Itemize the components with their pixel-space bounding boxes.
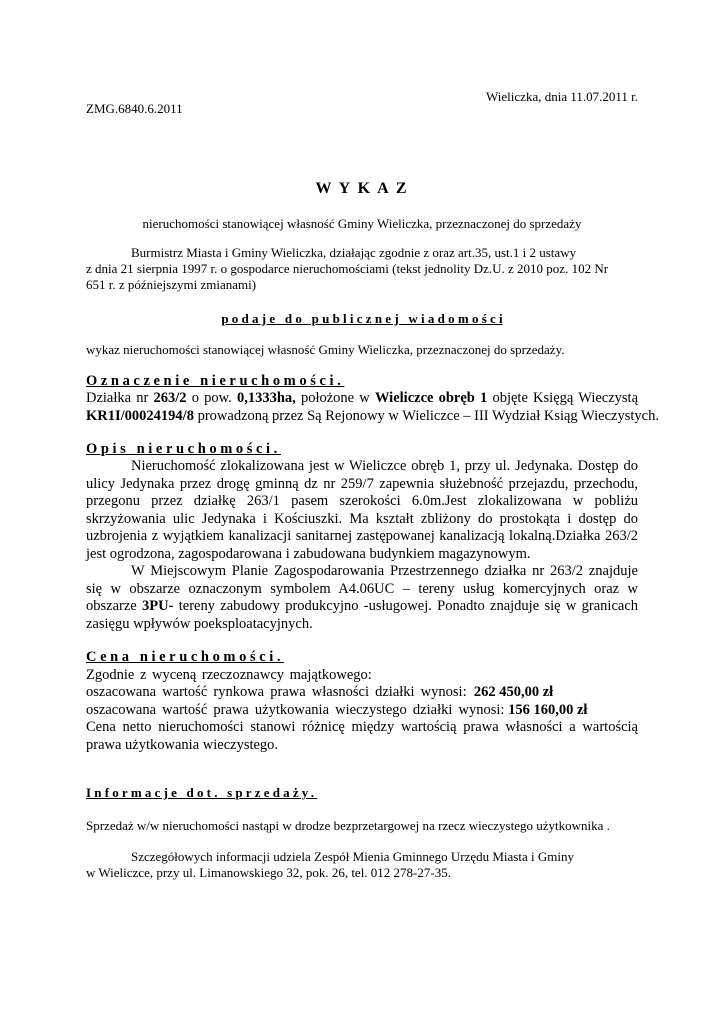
price-heading: Cena nieruchomości. <box>86 649 285 665</box>
price-line-4: Cena netto nieruchomości stanowi różnicę między wartością prawa własności a wartością <box>86 719 638 735</box>
price-line-1: Zgodnie z wyceną rzeczoznawcy majątkowego: <box>86 667 372 683</box>
text-span: Działka nr <box>86 390 154 406</box>
designation-line-1 <box>86 390 638 408</box>
place-date: Wieliczka, dnia 11.07.2011 r. <box>486 89 638 104</box>
market-value-label: oszacowana wartość rynkowa prawa własności działki wynosi: <box>86 684 467 700</box>
parcel-number: 263/2 <box>153 390 187 406</box>
zoning-symbol: 3PU- <box>142 598 174 614</box>
description-line: uzbrojenia z wyjątkiem kanalizacji sanitarnej zastępowanej kanalizacją lokalną.Działka 263/2 <box>86 528 638 544</box>
land-register-number: KR1I/00024194/8 <box>86 408 194 424</box>
description-line: W Miejscowym Planie Zagospodarowania Przestrzennego działka nr 263/2 znajduje <box>131 563 638 579</box>
text-span: prowadzoną przez Są Rejonowy w Wieliczce – III Wydział Ksiąg Wieczystych. <box>193 408 659 424</box>
description-line <box>86 598 638 616</box>
document-subtitle: nieruchomości stanowiącej własność Gminy Wieliczka, przeznaczonej do sprzedaży <box>142 216 582 231</box>
sale-info-heading: Informacje dot. sprzedaży. <box>86 785 318 800</box>
preamble-line-3: 651 r. z późniejszymi zmianami) <box>86 277 257 292</box>
sale-info-text: Sprzedaż w/w nieruchomości nastąpi w drodze bezprzetargowej na rzecz wieczystego użytkownika . <box>86 818 610 833</box>
document-title: W Y K A Z <box>315 180 409 197</box>
description-line: zasięgu wpływów poeksploatacyjnych. <box>86 616 313 632</box>
text-span: tereny zabudowy produkcyjno -usługowej. Ponadto znajduje się w granicach <box>173 598 638 614</box>
usufruct-value-amount: 156 160,00 zł <box>508 702 588 718</box>
description-line: się w obszarze oznaczonym symbolem A4.06UC – tereny usług komercyjnych oraz w <box>86 581 638 597</box>
reference-number: ZMG.6840.6.2011 <box>86 101 183 116</box>
designation-heading: Oznaczenie nieruchomości. <box>86 373 345 389</box>
announcement-heading: p o d a j e d o p u b l i c z n e j w i a d o m o ś c i <box>221 311 503 326</box>
price-line-5: prawa użytkowania wieczystego. <box>86 737 279 753</box>
description-line: Nieruchomość zlokalizowana jest w Wieliczce obręb 1, przy ul. Jedynaka. Dostęp do <box>131 458 638 474</box>
description-line: skrzyżowania ulic Jedynaka i Kościuszki. Ma kształt zbliżony do prostokąta i dostęp do <box>86 511 638 527</box>
description-line: jest ogrodzona, zagospodarowana i zabudowana budynkiem magazynowym. <box>86 546 531 562</box>
text-span: objęte Księgą Wieczystą <box>487 390 639 406</box>
text-span: o pow. <box>186 390 237 406</box>
designation-line-2 <box>86 408 659 426</box>
market-value-amount: 262 450,00 zł <box>473 684 554 700</box>
parcel-area: 0,1333ha, <box>236 390 296 406</box>
text-span: położone w <box>295 390 375 406</box>
text-span: obszarze <box>86 598 143 614</box>
parcel-location: Wieliczce obręb 1 <box>374 390 488 406</box>
description-line: przegonu przez działkę 263/1 pasem szerokości 6.0m.Jest zlokalizowana w pobliżu <box>86 493 638 509</box>
announcement-text: wykaz nieruchomości stanowiącej własność Gminy Wieliczka, przeznaczonej do sprzedaży. <box>86 342 565 357</box>
description-line: ulicy Jedynaka przez drogę gminną dz nr 259/7 zapewnia służebność przejazdu, przechodu, <box>86 476 638 492</box>
description-heading: Opis nieruchomości. <box>86 441 281 457</box>
usufruct-value-label: oszacowana wartość prawa użytkowania wieczystego działki wynosi: <box>86 702 505 718</box>
preamble-line-2: z dnia 21 sierpnia 1997 r. o gospodarce nieruchomościami (tekst jednolity Dz.U. z 2010 poz. 102 Nr <box>86 261 609 276</box>
contact-line-1: Szczegółowych informacji udziela Zespół Mienia Gminnego Urzędu Miasta i Gminy <box>131 849 574 864</box>
preamble-line-1: Burmistrz Miasta i Gminy Wieliczka, działając zgodnie z oraz art.35, ust.1 i 2 ustawy <box>131 245 577 260</box>
usufruct-value-line <box>86 702 638 720</box>
market-value-line <box>86 684 638 702</box>
contact-line-2: w Wieliczce, przy ul. Limanowskiego 32, pok. 26, tel. 012 278-27-35. <box>86 865 451 880</box>
